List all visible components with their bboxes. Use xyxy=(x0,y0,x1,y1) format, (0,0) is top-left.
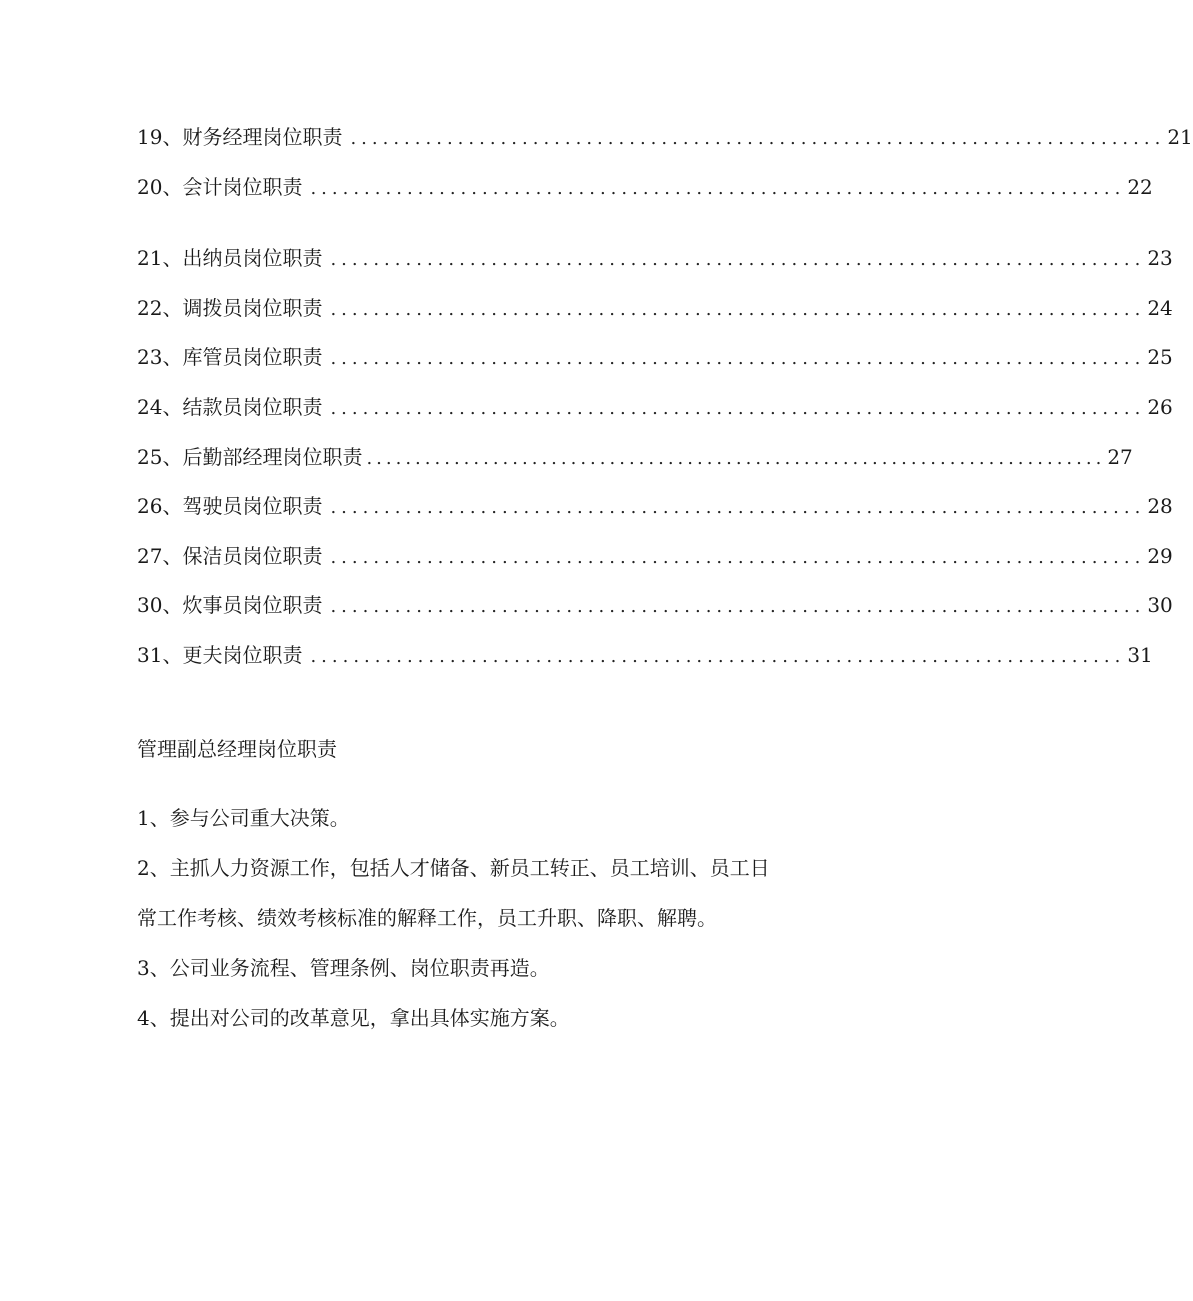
toc-entry-page: 29 xyxy=(1147,544,1173,568)
toc-leader-dots: ............................................................................ xyxy=(330,547,1146,568)
toc-entry-number: 30、 xyxy=(137,593,183,617)
toc-leader-dots: ............................................................................ xyxy=(330,398,1146,419)
toc-entry-number: 20、 xyxy=(137,175,183,199)
toc-entry-page: 24 xyxy=(1147,296,1173,320)
toc-leader-dots: ............................................................................ xyxy=(350,128,1166,149)
toc-entry-page: 25 xyxy=(1147,345,1173,369)
duty-item: 2、主抓人力资源工作，包括人才储备、新员工转正、员工培训、员工日常工作考核、绩效考核标准的解释工作，员工升职、降职、解聘。 xyxy=(137,856,770,930)
toc-entry-number: 23、 xyxy=(137,345,183,369)
toc-entry-title: 保洁员岗位职责 xyxy=(182,544,323,568)
toc-entry-page: 31 xyxy=(1127,643,1153,667)
toc-entry[interactable] xyxy=(137,442,1133,472)
toc-leader-dots: ............................................................................ xyxy=(310,646,1126,667)
toc-entry-title: 会计岗位职责 xyxy=(182,175,303,199)
toc-entry[interactable] xyxy=(137,491,1173,521)
toc-entry[interactable] xyxy=(137,392,1173,422)
toc-entry-title: 财务经理岗位职责 xyxy=(182,125,343,149)
toc-leader-dots: ............................................................................ xyxy=(330,249,1146,270)
toc-leader-dots: ............................................................................ xyxy=(330,348,1146,369)
toc-entry-page: 23 xyxy=(1147,246,1173,270)
toc-entry-title: 结款员岗位职责 xyxy=(182,395,323,419)
section-title: 管理副总经理岗位职责 xyxy=(137,737,337,761)
toc-entry-title: 后勤部经理岗位职责 xyxy=(182,445,363,469)
toc-entry-page: 21 xyxy=(1167,125,1193,149)
toc-entry[interactable] xyxy=(137,172,1153,202)
toc-leader-dots: ............................................................................ xyxy=(330,596,1146,617)
toc-entry-number: 27、 xyxy=(137,544,183,568)
toc-entry-title: 驾驶员岗位职责 xyxy=(182,494,323,518)
toc-entry-page: 28 xyxy=(1147,494,1173,518)
toc-entry-title: 出纳员岗位职责 xyxy=(182,246,323,270)
toc-entry-number: 24、 xyxy=(137,395,183,419)
toc-entry[interactable] xyxy=(137,243,1173,273)
toc-entry-title: 炊事员岗位职责 xyxy=(182,593,323,617)
toc-leader-dots: ............................................................................ xyxy=(330,299,1146,320)
toc-entry[interactable] xyxy=(137,590,1173,620)
toc-entry[interactable] xyxy=(137,541,1173,571)
toc-entry-page: 22 xyxy=(1127,175,1153,199)
toc-entry-page: 30 xyxy=(1147,593,1173,617)
toc-entry-number: 26、 xyxy=(137,494,183,518)
toc-entry-page: 27 xyxy=(1107,445,1133,469)
toc-leader-dots: ............................................................................ xyxy=(366,448,1106,469)
duty-item: 4、提出对公司的改革意见，拿出具体实施方案。 xyxy=(137,1006,570,1030)
duty-item: 3、公司业务流程、管理条例、岗位职责再造。 xyxy=(137,956,550,980)
toc-leader-dots: ............................................................................ xyxy=(310,178,1126,199)
toc-entry-number: 22、 xyxy=(137,296,183,320)
toc-entry-number: 31、 xyxy=(137,643,183,667)
toc-entry-title: 库管员岗位职责 xyxy=(182,345,323,369)
toc-entry-number: 21、 xyxy=(137,246,183,270)
toc-entry[interactable] xyxy=(137,342,1173,372)
toc-entry-number: 19、 xyxy=(137,125,183,149)
toc-entry-title: 更夫岗位职责 xyxy=(182,643,303,667)
toc-entry[interactable] xyxy=(137,293,1173,323)
toc-entry-title: 调拨员岗位职责 xyxy=(182,296,323,320)
toc-entry-page: 26 xyxy=(1147,395,1173,419)
duty-item: 1、参与公司重大决策。 xyxy=(137,806,350,830)
toc-entry-number: 25、 xyxy=(137,445,183,469)
toc-leader-dots: ............................................................................ xyxy=(330,497,1146,518)
toc-entry[interactable] xyxy=(137,640,1153,670)
toc-entry[interactable] xyxy=(137,122,1193,152)
